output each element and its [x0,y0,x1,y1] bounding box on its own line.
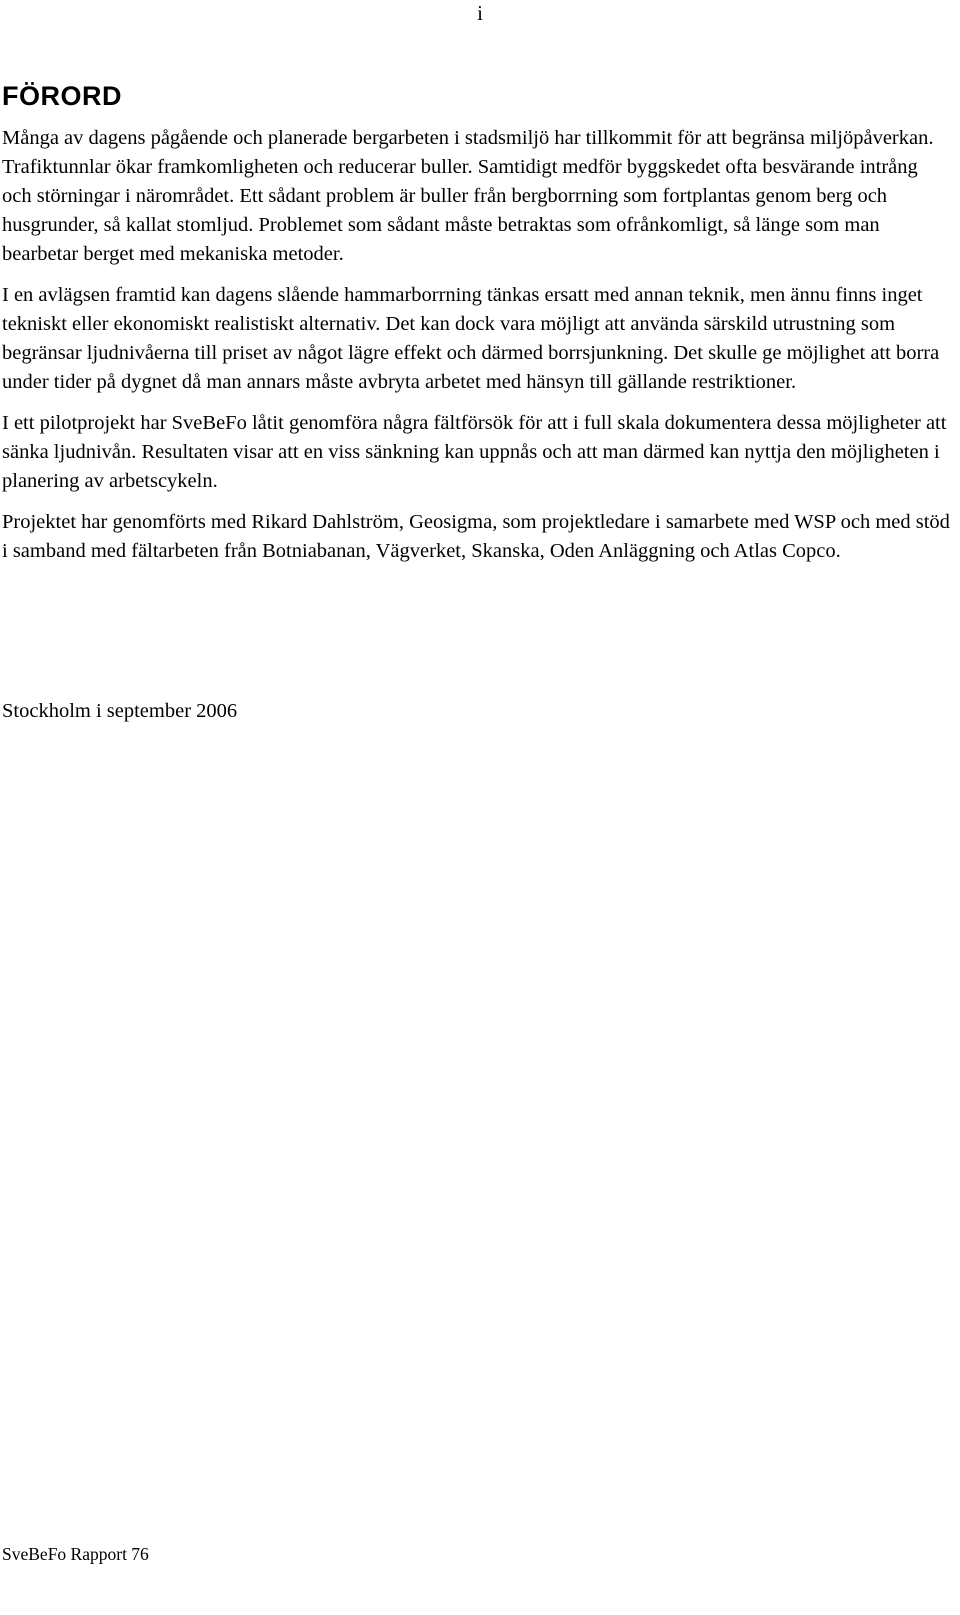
page-heading: FÖRORD [2,81,122,111]
paragraph-2: I en avlägsen framtid kan dagens slående hammarborrning tänkas ersatt med annan teknik, men ännu finns inget tekniskt eller ekonomiskt realistiskt alternativ. Det kan dock vara möjligt att använda särskild utrustning som begränsar ljudnivåerna till priset av något lägre effekt och därmed borrsjunkning. Det skulle ge möjlighet att borra under tider på dygnet då man annars måste avbryta arbetet med hänsyn till gällande restriktioner. [2,284,940,393]
paragraph-3: I ett pilotprojekt har SveBeFo låtit genomföra några fältförsök för att i full skala dokumentera dessa möjligheter att sänka ljudnivån. Resultaten visar att en viss sänkning kan uppnås och att man därmed kan nyttja den möjligheten i planering av arbetscykeln. [2,412,947,492]
signoff-place-date: Stockholm i september 2006 [2,700,238,722]
footer-report-label: SveBeFo Rapport 76 [2,1544,149,1564]
paragraph-1: Många av dagens pågående och planerade bergarbeten i stadsmiljö har tillkommit för att begränsa miljöpåverkan. Trafiktunnlar ökar framkomligheten och reducerar buller. Samtidigt medför byggskedet ofta besvärande intrång och störningar i närområdet. Ett sådant problem är buller från bergborrning som fortplantas genom berg och husgrunder, så kallat stomljud. Problemet som sådant måste betraktas som ofrånkomligt, så länge som man bearbetar berget med mekaniska metoder. [2,127,934,265]
page-number: i [477,1,483,25]
paragraph-4: Projektet har genomförts med Rikard Dahlström, Geosigma, som projektledare i samarbete med WSP och med stöd i samband med fältarbeten från Botniabanan, Vägverket, Skanska, Oden Anläggning och Atlas Copco. [2,511,950,562]
document-body [2,124,950,578]
